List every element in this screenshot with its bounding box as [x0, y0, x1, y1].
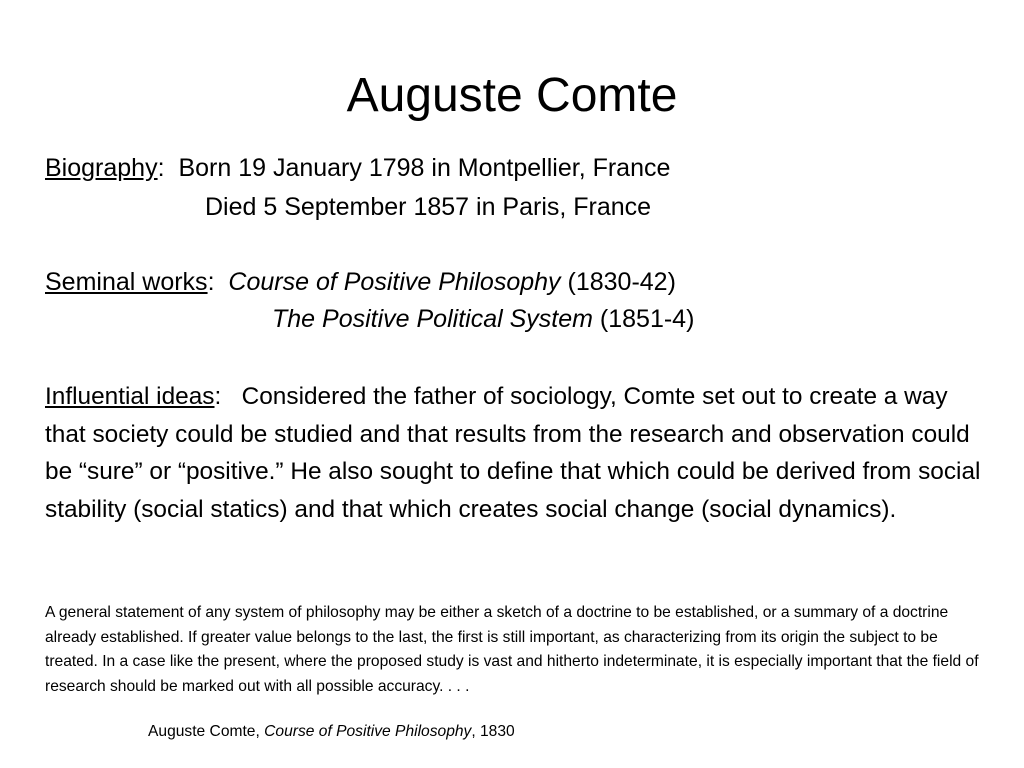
seminal-works-label: Seminal works [45, 268, 208, 296]
seminal-work-years: (1830-42) [567, 268, 676, 296]
quote-work: Course of Positive Philosophy [264, 723, 472, 740]
biography-sep: : [157, 154, 165, 182]
influential-ideas-paragraph [45, 378, 985, 528]
biography-born: Born 19 January 1798 in Montpellier, France [178, 154, 671, 182]
seminal-work-title: Course of Positive Philosophy [228, 268, 561, 296]
biography-died: Died 5 September 1857 in Paris, France [205, 193, 652, 221]
seminal-works-line [45, 266, 676, 298]
biography-line [45, 152, 670, 184]
slide-title: Auguste Comte [346, 69, 678, 122]
biography-label: Biography [45, 154, 158, 182]
quote-year: , 1830 [471, 723, 515, 740]
seminal-work-years: (1851-4) [599, 305, 695, 333]
influential-ideas-sep: : [214, 383, 222, 410]
seminal-work-line [272, 303, 694, 335]
influential-ideas-label: Influential ideas [45, 383, 215, 410]
quote-author: Auguste Comte, [148, 723, 260, 740]
seminal-works-sep: : [207, 268, 215, 296]
influential-ideas-text: Considered the father of sociology, Comte set out to create a way that society could be studied and that results from the research and observation could be “sure” or “positive.” He also sought to define that which could be derived from social stability (social statics) and that which creates social change (social dynamics). [45, 383, 981, 523]
biography-died-line [205, 191, 651, 223]
quote-attribution [148, 720, 515, 744]
seminal-work-title: The Positive Political System [272, 305, 593, 333]
quote-text: A general statement of any system of philosophy may be either a sketch of a doctrine to be established, or a summary of a doctrine already established. If greater value belongs to the last, the first is still important, as characterizing from its origin the subject to be treated. In a case like the present, where the proposed study is vast and hitherto indeterminate, it is especially important that the field of research should be marked out with all possible accuracy. . . . [45, 604, 979, 695]
